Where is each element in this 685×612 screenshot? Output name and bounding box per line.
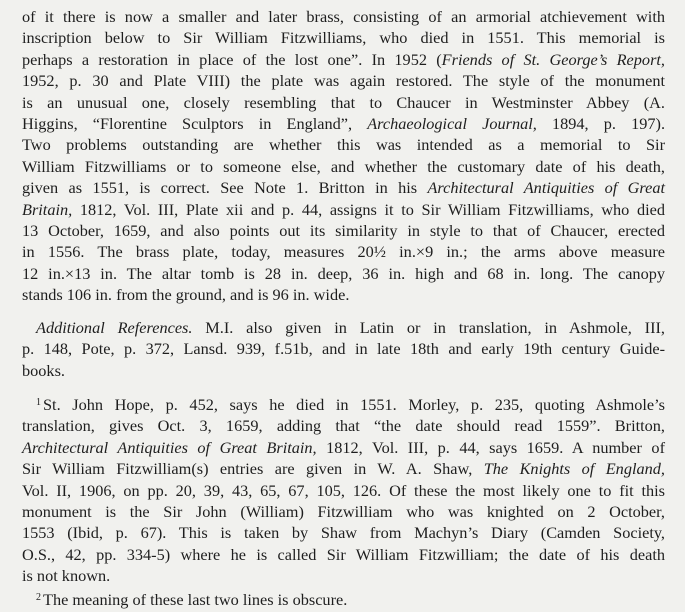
- text-line: 12 in.×13 in. The altar tomb is 28 in. deep, 36 in. high and 68 in. long. The canopy: [22, 263, 665, 283]
- text-line: Vol. II, 1906, on pp. 20, 39, 43, 65, 67, 105, 126. Of these the most likely one to fit this: [22, 480, 665, 500]
- text-line: stands 106 in. from the ground, and is 96 in. wide.: [22, 285, 350, 305]
- text-line: is an unusual one, closely resembling that to Chaucer in Westminster Abbey (A.: [22, 92, 665, 112]
- text-line: 1952, p. 30 and Plate VIII) the plate was again restored. The style of the monument: [22, 71, 665, 91]
- text-line: 1553 (Ibid, p. 67). This is taken by Shaw from Machyn’s Diary (Camden Society,: [22, 523, 665, 543]
- text-line: Sir William Fitzwilliam(s) entries are given in W. A. Shaw, The Knights of England,: [22, 459, 665, 479]
- italic-citation: Architectural Antiquities of Great: [427, 178, 666, 198]
- italic-citation: Friends of St. George’s Report,: [441, 49, 665, 69]
- text-line: given as 1551, is correct. See Note 1. Britton in his Architectural Antiquities of Great: [22, 178, 666, 198]
- text-line: O.S., 42, pp. 334-5) where he is called Sir William Fitzwilliam; the date of his death: [22, 544, 665, 564]
- text-line: Two problems outstanding are whether this was intended as a memorial to Sir: [22, 135, 665, 155]
- text-line: Britain, 1812, Vol. III, Plate xii and p. 44, assigns it to Sir William Fitzwilliams, who died: [22, 199, 665, 219]
- italic-citation: Archaeological Journal,: [367, 114, 537, 134]
- additional-references: [22, 317, 665, 381]
- text-line: Additional References. M.I. also given in Latin or in translation, in Ashmole, III,: [36, 317, 665, 337]
- footnote-marker: 2: [36, 591, 41, 603]
- footnote-marker: 1: [36, 396, 41, 408]
- footnote-2: $^2$ The meaning of these last two lines is obscure.: [36, 589, 348, 609]
- text-line: of it there is now a smaller and later brass, consisting of an armorial atchievement with: [22, 7, 665, 26]
- text-line: books.: [22, 360, 65, 380]
- text-line: Architectural Antiquities of Great Britain, 1812, Vol. III, p. 44, says 1659. A number of: [22, 437, 665, 457]
- footnote-1: [22, 392, 665, 610]
- text-line: William Fitzwilliams or to someone else, and whether the customary date of his death,: [22, 156, 665, 176]
- section-label: Additional References.: [36, 317, 193, 337]
- italic-citation: The Knights of England,: [483, 459, 665, 479]
- text-line: in 1556. The brass plate, today, measures 20½ in.×9 in.; the arms above measure: [22, 242, 665, 262]
- text-line: perhaps a restoration in place of the lost one”. In 1952 (Friends of St. George’s Report,: [22, 49, 665, 69]
- text-line: 13 October, 1659, and also points out its similarity in style to that of Chaucer, erected: [22, 221, 665, 241]
- text-line: monument is the Sir John (William) Fitzwilliam who was knighted on 2 October,: [22, 501, 665, 521]
- text-line: is not known.: [22, 566, 111, 586]
- text-line: p. 148, Pote, p. 372, Lansd. 939, f.51b, and in late 18th and early 19th century Guide-: [22, 339, 665, 359]
- text-line: translation, gives Oct. 3, 1659, adding that “the date should read 1559”. Britton,: [22, 416, 665, 436]
- text-line: $^1$ St. John Hope, p. 452, says he died in 1551. Morley, p. 235, quoting Ashmole’s: [36, 394, 665, 414]
- text-line: inscription below to Sir William Fitzwilliams, who died in 1551. This memorial is: [22, 28, 665, 48]
- text-line: Higgins, “Florentine Sculptors in England”, Archaeological Journal, 1894, p. 197).: [22, 114, 666, 134]
- italic-citation: Britain,: [22, 199, 73, 219]
- italic-citation: Architectural Antiquities of Great Britain,: [22, 437, 317, 457]
- main-paragraph: [22, 6, 665, 306]
